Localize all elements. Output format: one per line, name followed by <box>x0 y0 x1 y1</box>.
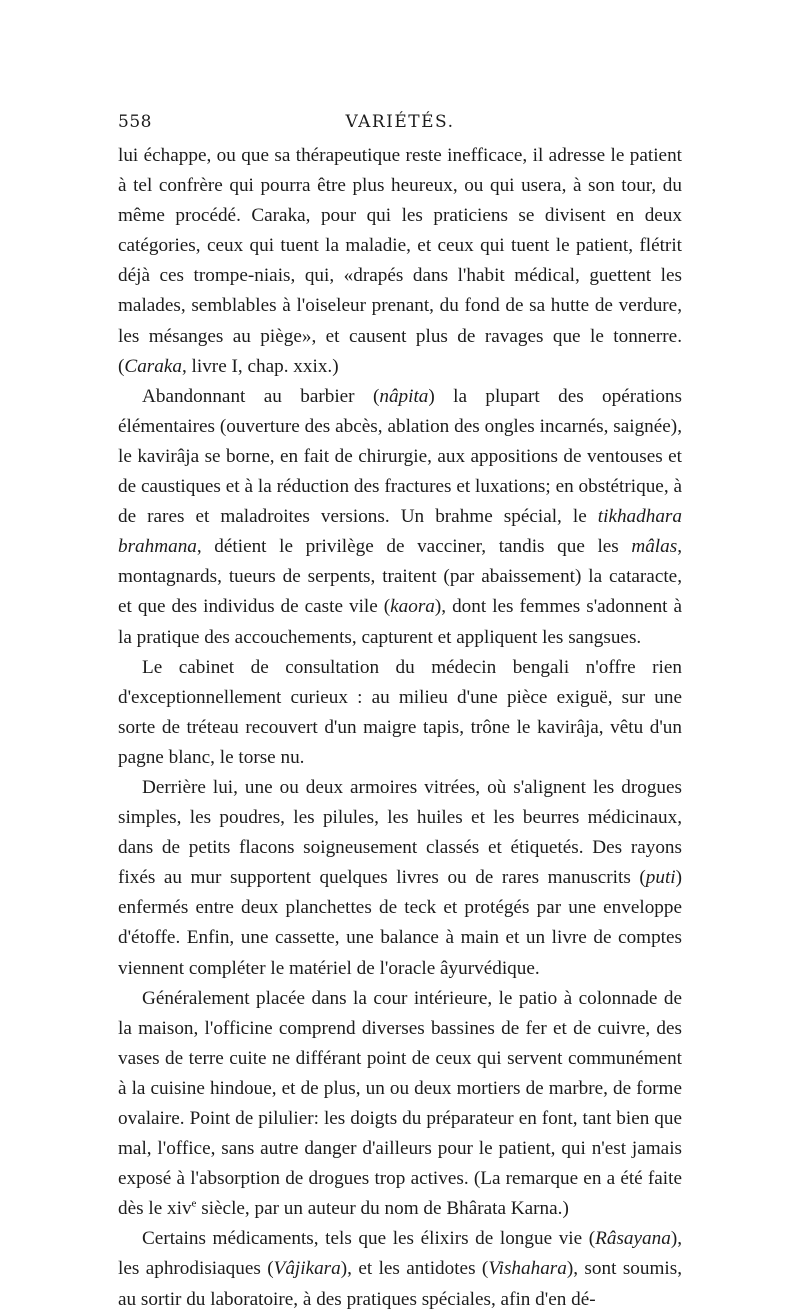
text-run: ), les aphrodisiaques ( <box>118 1228 682 1280</box>
paragraph-6 <box>118 1224 682 1314</box>
superscript: e <box>191 1197 197 1210</box>
paragraph-4 <box>118 773 682 984</box>
text-run: , livre I, chap. xxix.) <box>181 355 339 377</box>
text-run: , montagnards, tueurs de serpents, traitent (par abaissement) la cataracte, et que des individus de caste vile ( <box>118 536 682 618</box>
paragraph-2 <box>118 382 682 653</box>
text-run: lui échappe, ou que sa thérapeutique reste inefficace, il adresse le patient à tel confrère qui pourra être plus heureux, ou qui usera, à son tour, du même procédé. Caraka, pour qui les praticiens se divisent en deux catégories, ceux qui tuent la maladie, et ceux qui tuent le patient, flétrit déjà ces trompe-niais, qui, «drapés dans l'habit médical, guettent les malades, semblables à l'oiseleur prenant, du fond de sa hutte de verdure, les mésanges au piège», et causent plus de ravages que le tonnerre. ( <box>118 145 682 377</box>
text-run: Certains médicaments, tels que les élixirs de longue vie ( <box>142 1228 596 1250</box>
text-run: Généralement placée dans la cour intérieure, le patio à colonnade de la maison, l'officine comprend diverses bassines de fer et de cuivre, des vases de terre cuite ne différant point de ceux qui servent communément à la cuisine hindoue, et de plus, un ou deux mortiers de marbre, de forme ovalaire. Point de pilulier: les doigts du préparateur en font, tant bien que mal, l'office, sans autre danger d'ailleurs pour le patient, qui n'est jamais exposé à l'absorption de drogues trop actives. (La remarque en a été faite dès le xiv <box>118 987 682 1220</box>
italic-term: nâpita <box>379 385 429 407</box>
text-run: Abandonnant au barbier ( <box>142 385 380 407</box>
italic-term: Râsayana <box>595 1228 671 1250</box>
italic-term: Caraka <box>124 355 182 377</box>
running-title: VARIÉTÉS. <box>345 112 455 132</box>
paragraph-3 <box>118 653 682 773</box>
italic-term: Vâjikara <box>273 1258 341 1280</box>
text-run: ) enfermés entre deux planchettes de teck et protégés par une enveloppe d'étoffe. Enfin, une cassette, une balance à main et un livre de comptes viennent compléter le matériel de l'oracle âyurvédique. <box>118 867 682 979</box>
page-number: 558 <box>118 112 152 132</box>
text-run: Derrière lui, une ou deux armoires vitrées, où s'alignent les drogues simples, les poudres, les pilules, les huiles et les beurres médicinaux, dans de petits flacons soigneusement classés et étiquetés. Des rayons fixés au mur supportent quelques livres ou de rares manuscrits ( <box>118 776 682 889</box>
text-run: Le cabinet de consultation du médecin bengali n'offre rien d'exceptionnellement curieux : au milieu d'une pièce exiguë, sur une sorte de tréteau recouvert d'un maigre tapis, trône le kavirâja, vêtu d'un pagne blanc, le torse nu. <box>118 656 682 768</box>
italic-term: Vishahara <box>488 1258 567 1280</box>
text-run: ) la plupart des opérations élémentaires (ouverture des abcès, ablation des ongles incarnés, saignée), le kavirâja se borne, en fait de chirurgie, aux appositions de ventouses et de caustiques et à la réduction des fractures et luxations; en obstétrique, à de rares et maladroites versions. Un brahme spécial, le <box>118 385 682 528</box>
text-run: ), dont les femmes s'adonnent à la pratique des accouchements, capturent et appliquent les sangsues. <box>118 596 682 648</box>
page-header <box>118 112 682 142</box>
text-run: ), et les antidotes ( <box>340 1258 489 1280</box>
paragraph-5 <box>118 984 682 1225</box>
paragraph-1 <box>118 141 682 382</box>
body-text <box>118 141 682 1315</box>
italic-term: kaora <box>390 596 435 618</box>
italic-term: tikhadhara brahmana <box>118 506 682 558</box>
text-run: , détient le privilège de vacciner, tandis que les <box>196 536 632 558</box>
text-run: ), sont soumis, au sortir du laboratoire, à des pratiques spéciales, afin d'en dé- <box>118 1258 682 1310</box>
text-run: siècle, par un auteur du nom de Bhârata Karna.) <box>196 1198 569 1220</box>
italic-term: puti <box>645 867 676 889</box>
italic-term: mâlas <box>631 536 678 558</box>
